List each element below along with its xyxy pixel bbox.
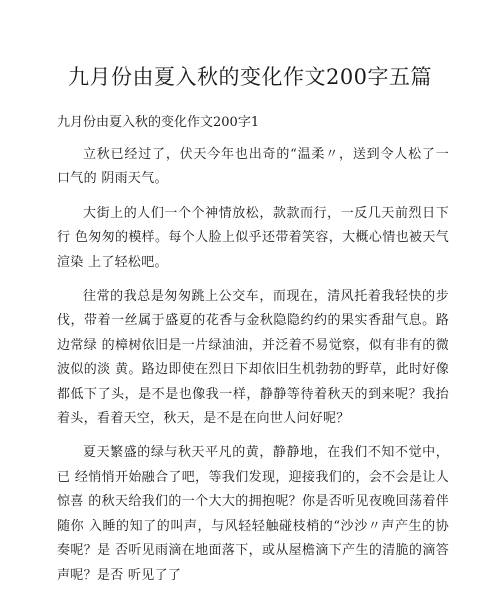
document-body	[57, 143, 449, 591]
paragraph-2: 大街上的人们一个个神情放松，款款而行，一反几天前烈日下行 色匆匆的模样。每个人脸上似乎还带着笑容，大概心情也被天气渲染 上了轻松吧。	[57, 205, 449, 270]
paragraph-3: 往常的我总是匆匆跳上公交车，而现在，清风托着我轻快的步伐，带着一丝属于盛夏的花香与金秋隐隐约约的果实香甜气息。路边常绿 的樟树依旧是一片绿油油，并泛着不易觉察，似有非有的微波似的淡 黄。路边即使在烈日下却依旧生机勃勃的野草，此时好像都低下了头，是不是也像我一样，静静等待着秋天的到来呢？我抬着头，看着天空，秋天，是不是在向世人问好呢？	[57, 289, 449, 427]
document-title: 九月份由夏入秋的变化作文200字五篇	[67, 65, 433, 89]
section-heading: 九月份由夏入秋的变化作文200字1	[57, 115, 260, 130]
paragraph-4: 夏天繁盛的绿与秋天平凡的黄，静静地，在我们不知不觉中，已 经悄悄开始融合了吧，等我们发现，迎接我们的，会不会是让人惊喜 的秋天给我们的一个大大的拥抱呢？你是否听见夜晚回荡着伴随你 入睡的知了的叫声，与风轻轻触碰枝梢的“沙沙〃声产生的协奏呢？是 否听见雨滴在地面落下，或从屋檐滴下产生的清脆的滴答声呢？是否 听见了了	[57, 445, 449, 583]
paragraph-1: 立秋已经过了，伏天今年也出奇的“温柔〃，送到令人松了一口气的 阴雨天气。	[57, 147, 449, 187]
